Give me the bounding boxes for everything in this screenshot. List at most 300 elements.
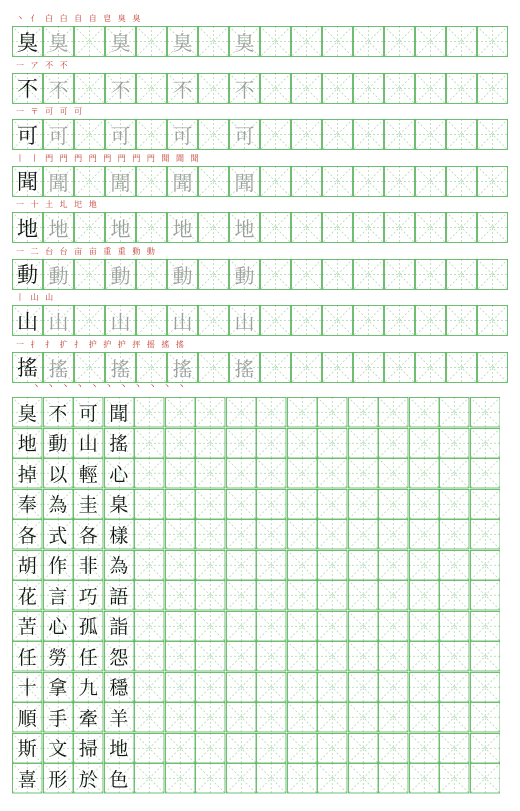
grid-guides bbox=[134, 428, 165, 459]
practice-cell bbox=[378, 702, 409, 733]
idiom-character: 花 bbox=[17, 585, 37, 608]
idiom-character: 斯 bbox=[17, 738, 37, 761]
practice-cell bbox=[322, 119, 353, 150]
grid-guides bbox=[198, 305, 229, 336]
grid-guides bbox=[74, 305, 105, 336]
grid-guides bbox=[260, 73, 291, 104]
practice-cell bbox=[439, 397, 470, 428]
idiom-cell bbox=[104, 733, 135, 764]
grid-guides bbox=[260, 119, 291, 150]
practice-cell bbox=[260, 119, 291, 150]
practice-cell bbox=[134, 611, 165, 642]
idiom-cell bbox=[73, 458, 104, 489]
idiom-character: 為 bbox=[48, 494, 68, 517]
practice-cell bbox=[378, 550, 409, 581]
practice-cell bbox=[198, 73, 229, 104]
grid-guides bbox=[260, 352, 291, 383]
practice-cell bbox=[291, 352, 322, 383]
practice-cell bbox=[134, 763, 165, 794]
grid-guides bbox=[134, 763, 165, 794]
stroke-order-strip: 丨 山 山 bbox=[16, 293, 56, 302]
idiom-cell bbox=[104, 702, 135, 733]
practice-cell bbox=[165, 580, 196, 611]
grid-guides bbox=[287, 458, 318, 489]
practice-cell bbox=[348, 489, 379, 520]
practice-cell bbox=[105, 26, 136, 57]
idiom-character: 搖 bbox=[109, 433, 129, 456]
grid-guides bbox=[348, 763, 379, 794]
grid-guides bbox=[446, 212, 477, 243]
stroke-order-strip: 一 ア 不 不 bbox=[16, 60, 70, 70]
grid-guides bbox=[348, 702, 379, 733]
idiom-character: 各 bbox=[17, 524, 37, 547]
grid-guides bbox=[348, 397, 379, 428]
idiom-character: 詣 bbox=[109, 616, 129, 639]
trace-character: 不 bbox=[110, 77, 131, 102]
grid-guides bbox=[74, 259, 105, 290]
practice-cell bbox=[165, 428, 196, 459]
grid-guides bbox=[136, 352, 167, 383]
grid-guides bbox=[477, 119, 508, 150]
practice-cell bbox=[226, 550, 257, 581]
trace-character: 動 bbox=[110, 263, 131, 288]
practice-cell bbox=[322, 166, 353, 197]
practice-cell bbox=[409, 611, 440, 642]
practice-cell bbox=[167, 212, 198, 243]
idiom-character: 作 bbox=[48, 555, 68, 578]
grid-guides bbox=[348, 641, 379, 672]
practice-cell bbox=[167, 259, 198, 290]
practice-cell bbox=[260, 73, 291, 104]
idiom-character: 不 bbox=[48, 402, 68, 425]
idiom-cell bbox=[104, 580, 135, 611]
practice-cell bbox=[348, 519, 379, 550]
idiom-character: 各 bbox=[78, 524, 98, 547]
grid-guides bbox=[287, 641, 318, 672]
grid-guides bbox=[348, 489, 379, 520]
grid-guides bbox=[477, 26, 508, 57]
idiom-cell bbox=[43, 733, 74, 764]
practice-cell bbox=[470, 672, 501, 703]
practice-cell bbox=[105, 305, 136, 336]
practice-cell bbox=[43, 259, 74, 290]
practice-cell bbox=[353, 352, 384, 383]
practice-cell bbox=[378, 580, 409, 611]
grid-guides bbox=[195, 733, 226, 764]
grid-guides bbox=[439, 428, 470, 459]
idiom-cell bbox=[73, 611, 104, 642]
practice-cell bbox=[198, 212, 229, 243]
practice-cell bbox=[74, 73, 105, 104]
grid-guides bbox=[378, 672, 409, 703]
grid-guides bbox=[470, 702, 501, 733]
model-character: 臭 bbox=[17, 30, 38, 55]
grid-guides bbox=[134, 550, 165, 581]
idiom-cell bbox=[12, 611, 43, 642]
practice-cell bbox=[43, 212, 74, 243]
practice-cell bbox=[446, 119, 477, 150]
idiom-cell bbox=[104, 428, 135, 459]
idiom-character: 掃 bbox=[78, 738, 98, 761]
grid-guides bbox=[384, 259, 415, 290]
idiom-cell bbox=[12, 672, 43, 703]
grid-guides bbox=[134, 611, 165, 642]
practice-cell bbox=[353, 26, 384, 57]
grid-guides bbox=[322, 73, 353, 104]
practice-cell bbox=[439, 763, 470, 794]
grid-guides bbox=[378, 580, 409, 611]
trace-character: 不 bbox=[234, 77, 255, 102]
practice-cell bbox=[287, 519, 318, 550]
grid-guides bbox=[256, 702, 287, 733]
grid-guides bbox=[291, 305, 322, 336]
grid-guides bbox=[477, 166, 508, 197]
practice-cell bbox=[287, 458, 318, 489]
trace-character: 臭 bbox=[48, 31, 69, 55]
grid-guides bbox=[195, 428, 226, 459]
grid-guides bbox=[470, 519, 501, 550]
trace-character: 臭 bbox=[172, 31, 193, 55]
practice-cell bbox=[43, 352, 74, 383]
grid-guides bbox=[287, 580, 318, 611]
grid-guides bbox=[291, 73, 322, 104]
practice-cell bbox=[470, 519, 501, 550]
idiom-character: 臭 bbox=[17, 402, 37, 425]
practice-cell bbox=[165, 733, 196, 764]
practice-cell bbox=[256, 641, 287, 672]
practice-cell bbox=[74, 26, 105, 57]
trace-character: 動 bbox=[172, 263, 193, 288]
practice-cell bbox=[167, 119, 198, 150]
trace-character: 聞 bbox=[110, 170, 131, 195]
idiom-cell bbox=[73, 702, 104, 733]
practice-cell bbox=[136, 26, 167, 57]
grid-guides bbox=[477, 212, 508, 243]
practice-cell bbox=[195, 641, 226, 672]
practice-cell bbox=[446, 26, 477, 57]
practice-cell bbox=[226, 611, 257, 642]
grid-guides bbox=[195, 458, 226, 489]
grid-guides bbox=[415, 305, 446, 336]
practice-cell bbox=[165, 489, 196, 520]
idiom-character: 手 bbox=[48, 707, 68, 730]
grid-guides bbox=[195, 702, 226, 733]
grid-guides bbox=[384, 166, 415, 197]
grid-guides bbox=[439, 519, 470, 550]
practice-cell bbox=[378, 641, 409, 672]
practice-cell bbox=[74, 259, 105, 290]
practice-cell bbox=[105, 73, 136, 104]
idiom-cell bbox=[73, 428, 104, 459]
idiom-character: 穩 bbox=[109, 677, 129, 700]
practice-cell bbox=[256, 702, 287, 733]
practice-cell bbox=[226, 458, 257, 489]
model-character: 動 bbox=[17, 263, 38, 287]
trace-character: 搖 bbox=[172, 356, 193, 381]
idiom-character: 聞 bbox=[109, 402, 129, 425]
grid-guides bbox=[198, 73, 229, 104]
grid-guides bbox=[378, 489, 409, 520]
grid-guides bbox=[353, 352, 384, 383]
idiom-character: 地 bbox=[109, 738, 129, 761]
practice-cell bbox=[378, 428, 409, 459]
practice-cell bbox=[165, 611, 196, 642]
practice-cell bbox=[287, 397, 318, 428]
practice-cell bbox=[322, 352, 353, 383]
idiom-character: 任 bbox=[17, 646, 37, 669]
practice-cell bbox=[477, 259, 508, 290]
grid-guides bbox=[353, 119, 384, 150]
grid-guides bbox=[409, 397, 440, 428]
grid-guides bbox=[256, 733, 287, 764]
grid-guides bbox=[439, 672, 470, 703]
practice-cell bbox=[74, 212, 105, 243]
grid-guides bbox=[195, 672, 226, 703]
practice-cell bbox=[439, 519, 470, 550]
grid-guides bbox=[348, 519, 379, 550]
practice-cell bbox=[439, 580, 470, 611]
practice-cell bbox=[470, 550, 501, 581]
grid-guides bbox=[226, 428, 257, 459]
grid-guides bbox=[322, 305, 353, 336]
practice-cell bbox=[317, 550, 348, 581]
practice-cell bbox=[226, 428, 257, 459]
grid-guides bbox=[287, 489, 318, 520]
practice-cell bbox=[287, 611, 318, 642]
grid-guides bbox=[317, 580, 348, 611]
idiom-character: 胡 bbox=[17, 555, 37, 578]
practice-cell bbox=[415, 119, 446, 150]
practice-cell bbox=[439, 641, 470, 672]
idiom-cell bbox=[104, 611, 135, 642]
grid-guides bbox=[470, 672, 501, 703]
practice-cell bbox=[470, 702, 501, 733]
grid-guides bbox=[136, 26, 167, 57]
practice-cell bbox=[348, 672, 379, 703]
grid-guides bbox=[470, 733, 501, 764]
practice-cell bbox=[256, 733, 287, 764]
practice-cell bbox=[439, 611, 470, 642]
practice-cell bbox=[409, 672, 440, 703]
practice-cell bbox=[477, 212, 508, 243]
grid-guides bbox=[348, 672, 379, 703]
idiom-cell bbox=[73, 519, 104, 550]
practice-cell bbox=[439, 458, 470, 489]
grid-guides bbox=[195, 397, 226, 428]
grid-guides bbox=[260, 259, 291, 290]
practice-cell bbox=[136, 259, 167, 290]
idiom-character: 牽 bbox=[78, 707, 98, 730]
grid-guides bbox=[165, 397, 196, 428]
grid-guides bbox=[256, 428, 287, 459]
practice-cell bbox=[260, 166, 291, 197]
practice-cell bbox=[439, 672, 470, 703]
idiom-character: 羊 bbox=[109, 707, 129, 730]
practice-cell bbox=[229, 119, 260, 150]
practice-cell bbox=[74, 119, 105, 150]
stroke-order-strip: 一 二 台 台 亩 亩 重 重 動 動 bbox=[16, 246, 157, 256]
practice-cell bbox=[287, 733, 318, 764]
practice-cell bbox=[198, 26, 229, 57]
practice-cell bbox=[384, 73, 415, 104]
practice-cell bbox=[322, 305, 353, 336]
grid-guides bbox=[446, 352, 477, 383]
grid-guides bbox=[439, 611, 470, 642]
idiom-character: 孤 bbox=[78, 616, 98, 639]
idiom-character: 心 bbox=[109, 463, 129, 486]
grid-guides bbox=[477, 259, 508, 290]
idiom-character: 心 bbox=[48, 616, 68, 639]
practice-cell bbox=[229, 212, 260, 243]
grid-guides bbox=[226, 763, 257, 794]
trace-character: 山 bbox=[234, 310, 255, 334]
grid-guides bbox=[260, 305, 291, 336]
grid-guides bbox=[198, 166, 229, 197]
practice-cell bbox=[291, 166, 322, 197]
idiom-cell bbox=[43, 428, 74, 459]
practice-cell bbox=[105, 352, 136, 383]
practice-cell bbox=[226, 519, 257, 550]
practice-cell bbox=[384, 26, 415, 57]
grid-guides bbox=[446, 119, 477, 150]
trace-character: 動 bbox=[234, 263, 255, 288]
practice-cell bbox=[167, 305, 198, 336]
trace-character: 山 bbox=[172, 310, 193, 334]
practice-cell bbox=[229, 352, 260, 383]
idiom-character: 勞 bbox=[48, 646, 68, 669]
grid-guides bbox=[415, 26, 446, 57]
practice-cell bbox=[439, 733, 470, 764]
trace-character: 聞 bbox=[48, 170, 69, 195]
practice-cell bbox=[477, 166, 508, 197]
grid-guides bbox=[378, 641, 409, 672]
practice-cell bbox=[348, 611, 379, 642]
practice-cell bbox=[322, 259, 353, 290]
practice-cell bbox=[256, 458, 287, 489]
practice-cell bbox=[353, 119, 384, 150]
practice-cell bbox=[134, 428, 165, 459]
grid-guides bbox=[226, 702, 257, 733]
idiom-cell bbox=[43, 458, 74, 489]
model-cell bbox=[12, 259, 43, 290]
practice-cell bbox=[165, 763, 196, 794]
grid-guides bbox=[317, 519, 348, 550]
practice-cell bbox=[439, 550, 470, 581]
practice-cell bbox=[229, 305, 260, 336]
practice-cell bbox=[134, 641, 165, 672]
stroke-order-strip: 丶 亻 白 白 自 自 皀 臭 臭 bbox=[16, 14, 143, 23]
grid-guides bbox=[195, 489, 226, 520]
practice-cell bbox=[409, 489, 440, 520]
grid-guides bbox=[165, 672, 196, 703]
practice-cell bbox=[287, 641, 318, 672]
grid-guides bbox=[409, 428, 440, 459]
grid-guides bbox=[256, 763, 287, 794]
grid-guides bbox=[378, 397, 409, 428]
practice-cell bbox=[378, 611, 409, 642]
practice-cell bbox=[287, 489, 318, 520]
practice-cell bbox=[74, 305, 105, 336]
grid-guides bbox=[409, 580, 440, 611]
practice-cell bbox=[134, 519, 165, 550]
idiom-cell bbox=[73, 672, 104, 703]
practice-cell bbox=[378, 763, 409, 794]
practice-cell bbox=[348, 641, 379, 672]
practice-cell bbox=[384, 305, 415, 336]
grid-guides bbox=[291, 259, 322, 290]
practice-cell bbox=[348, 580, 379, 611]
grid-guides bbox=[287, 428, 318, 459]
idiom-cell bbox=[104, 519, 135, 550]
grid-guides bbox=[260, 26, 291, 57]
idiom-character: 苦 bbox=[17, 616, 37, 639]
grid-guides bbox=[477, 73, 508, 104]
idiom-cell bbox=[104, 397, 135, 428]
grid-guides bbox=[348, 458, 379, 489]
practice-cell bbox=[317, 580, 348, 611]
idiom-character: 非 bbox=[78, 555, 98, 578]
practice-cell bbox=[291, 26, 322, 57]
practice-cell bbox=[134, 458, 165, 489]
grid-guides bbox=[134, 458, 165, 489]
practice-cell bbox=[226, 397, 257, 428]
grid-guides bbox=[353, 305, 384, 336]
grid-guides bbox=[378, 458, 409, 489]
practice-cell bbox=[74, 352, 105, 383]
practice-cell bbox=[322, 73, 353, 104]
grid-guides bbox=[470, 458, 501, 489]
idiom-character: 樣 bbox=[109, 524, 129, 547]
practice-cell bbox=[256, 672, 287, 703]
practice-cell bbox=[470, 489, 501, 520]
grid-guides bbox=[74, 26, 105, 57]
practice-cell bbox=[136, 352, 167, 383]
practice-cell bbox=[317, 641, 348, 672]
idiom-cell bbox=[43, 519, 74, 550]
idiom-cell bbox=[43, 550, 74, 581]
practice-cell bbox=[260, 305, 291, 336]
grid-guides bbox=[287, 519, 318, 550]
idiom-character: 式 bbox=[48, 524, 68, 547]
grid-guides bbox=[287, 611, 318, 642]
grid-guides bbox=[198, 259, 229, 290]
grid-guides bbox=[348, 428, 379, 459]
grid-guides bbox=[317, 489, 348, 520]
grid-guides bbox=[165, 550, 196, 581]
grid-guides bbox=[134, 641, 165, 672]
grid-guides bbox=[353, 212, 384, 243]
practice-cell bbox=[409, 458, 440, 489]
practice-cell bbox=[415, 166, 446, 197]
practice-cell bbox=[291, 212, 322, 243]
grid-guides bbox=[470, 580, 501, 611]
trace-character: 地 bbox=[110, 217, 131, 241]
model-cell bbox=[12, 26, 43, 57]
practice-cell bbox=[378, 489, 409, 520]
trace-character: 山 bbox=[110, 310, 131, 334]
grid-guides bbox=[477, 305, 508, 336]
grid-guides bbox=[287, 763, 318, 794]
practice-cell bbox=[195, 763, 226, 794]
model-character: 山 bbox=[17, 309, 38, 334]
grid-guides bbox=[353, 166, 384, 197]
practice-cell bbox=[287, 550, 318, 581]
practice-cell bbox=[134, 733, 165, 764]
stroke-order-strip: 一 扌 扌 扩 扌 护 护 护 抨 摇 搖 搖 bbox=[16, 339, 186, 349]
idiom-character: 於 bbox=[78, 768, 98, 791]
practice-cell bbox=[226, 672, 257, 703]
practice-cell bbox=[136, 305, 167, 336]
